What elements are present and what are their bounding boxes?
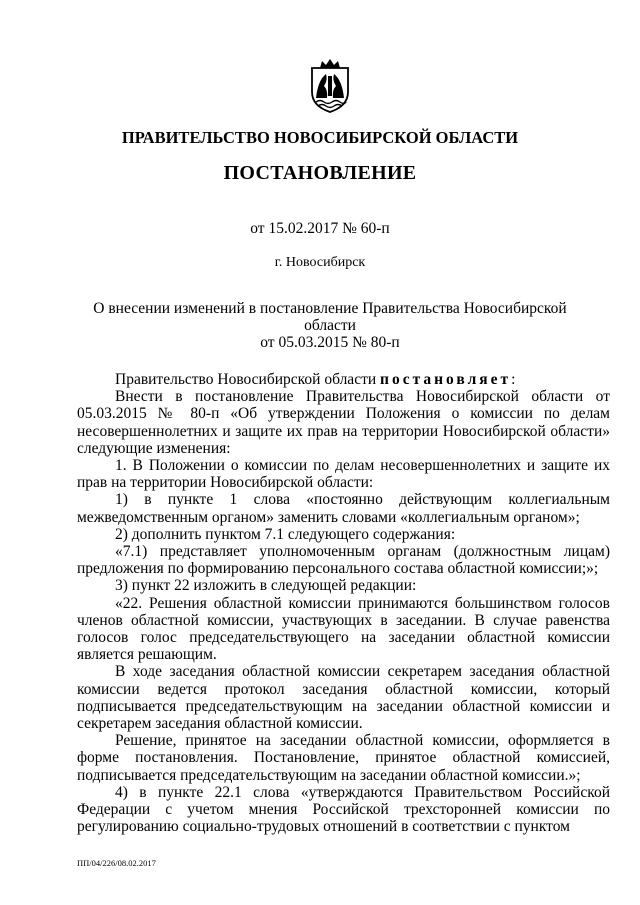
resolution-verb: постановляет: [380, 371, 512, 388]
body-paragraph: В ходе заседания областной комиссии секретарем заседания областной комиссии ведется протокол заседания областной комиссии, который подписывается председательствующим на заседании областной комиссии и секретарем заседания областной комиссии.: [77, 663, 610, 733]
document-subject: [70, 300, 590, 351]
body-paragraph: 1. В Положении о комиссии по делам несовершеннолетних и защите их прав на территории Новосибирской области:: [77, 457, 610, 492]
date-and-number: от 15.02.2017 № 60-п: [250, 220, 390, 237]
body-paragraph: Внести в постановление Правительства Новосибирской области от 05.03.2015 № 80-п «Об утверждении Положения о комиссии по делам несовершеннолетних и защите их прав на территории Новосибирской области» следующие изменения:: [77, 388, 610, 457]
city: г. Новосибирск: [274, 255, 366, 270]
subject-line: О внесении изменений в постановление Правительства Новосибирской области: [93, 300, 567, 334]
document-code: ПП/04/226/08.02.2017: [77, 858, 156, 868]
body-paragraph: 2) дополнить пунктом 7.1 следующего содержания:: [115, 525, 456, 543]
intro-paragraph: [77, 371, 610, 388]
intro-colon: :: [511, 371, 516, 388]
intro-text: Правительство Новосибирской области: [115, 371, 381, 388]
body-paragraph: «22. Решения областной комиссии принимаются большинством голосов членов областной комиссии, участвующих в заседании. В случае равенства голосов голос председательствующего на заседании областной комиссии является решающим.: [77, 594, 610, 664]
body-paragraph: «7.1) представляет уполномоченным органам (должностным лицам) предложения по формированию персонального состава областной комиссии;»;: [77, 543, 610, 578]
body-paragraph: 4) в пункте 22.1 слова «утверждаются Правительством Российской Федерации с учетом мнения Российской трехсторонней комиссии по регулированию социально-трудовых отношений в соответствии с пунктом: [77, 783, 610, 836]
document-body: [77, 371, 610, 835]
novosibirsk-coat-of-arms-icon: [306, 58, 354, 114]
document-type: ПОСТАНОВЛЕНИЕ: [223, 162, 417, 184]
body-paragraph: 1) в пункте 1 слова «постоянно действующим коллегиальным межведомственным органом» заменить словами «коллегиальным органом»;: [77, 491, 610, 526]
subject-line: от 05.03.2015 № 80-п: [260, 334, 400, 351]
issuing-authority: ПРАВИТЕЛЬСТВО НОВОСИБИРСКОЙ ОБЛАСТИ: [121, 128, 519, 147]
body-paragraph: 3) пункт 22 изложить в следующей редакции:: [115, 577, 417, 595]
body-paragraph: Решение, принятое на заседании областной комиссии, оформляется в форме постановления. Постановление, принятое областной комиссией, подписывается председательствующим на заседании областной комиссии.»;: [77, 732, 610, 784]
